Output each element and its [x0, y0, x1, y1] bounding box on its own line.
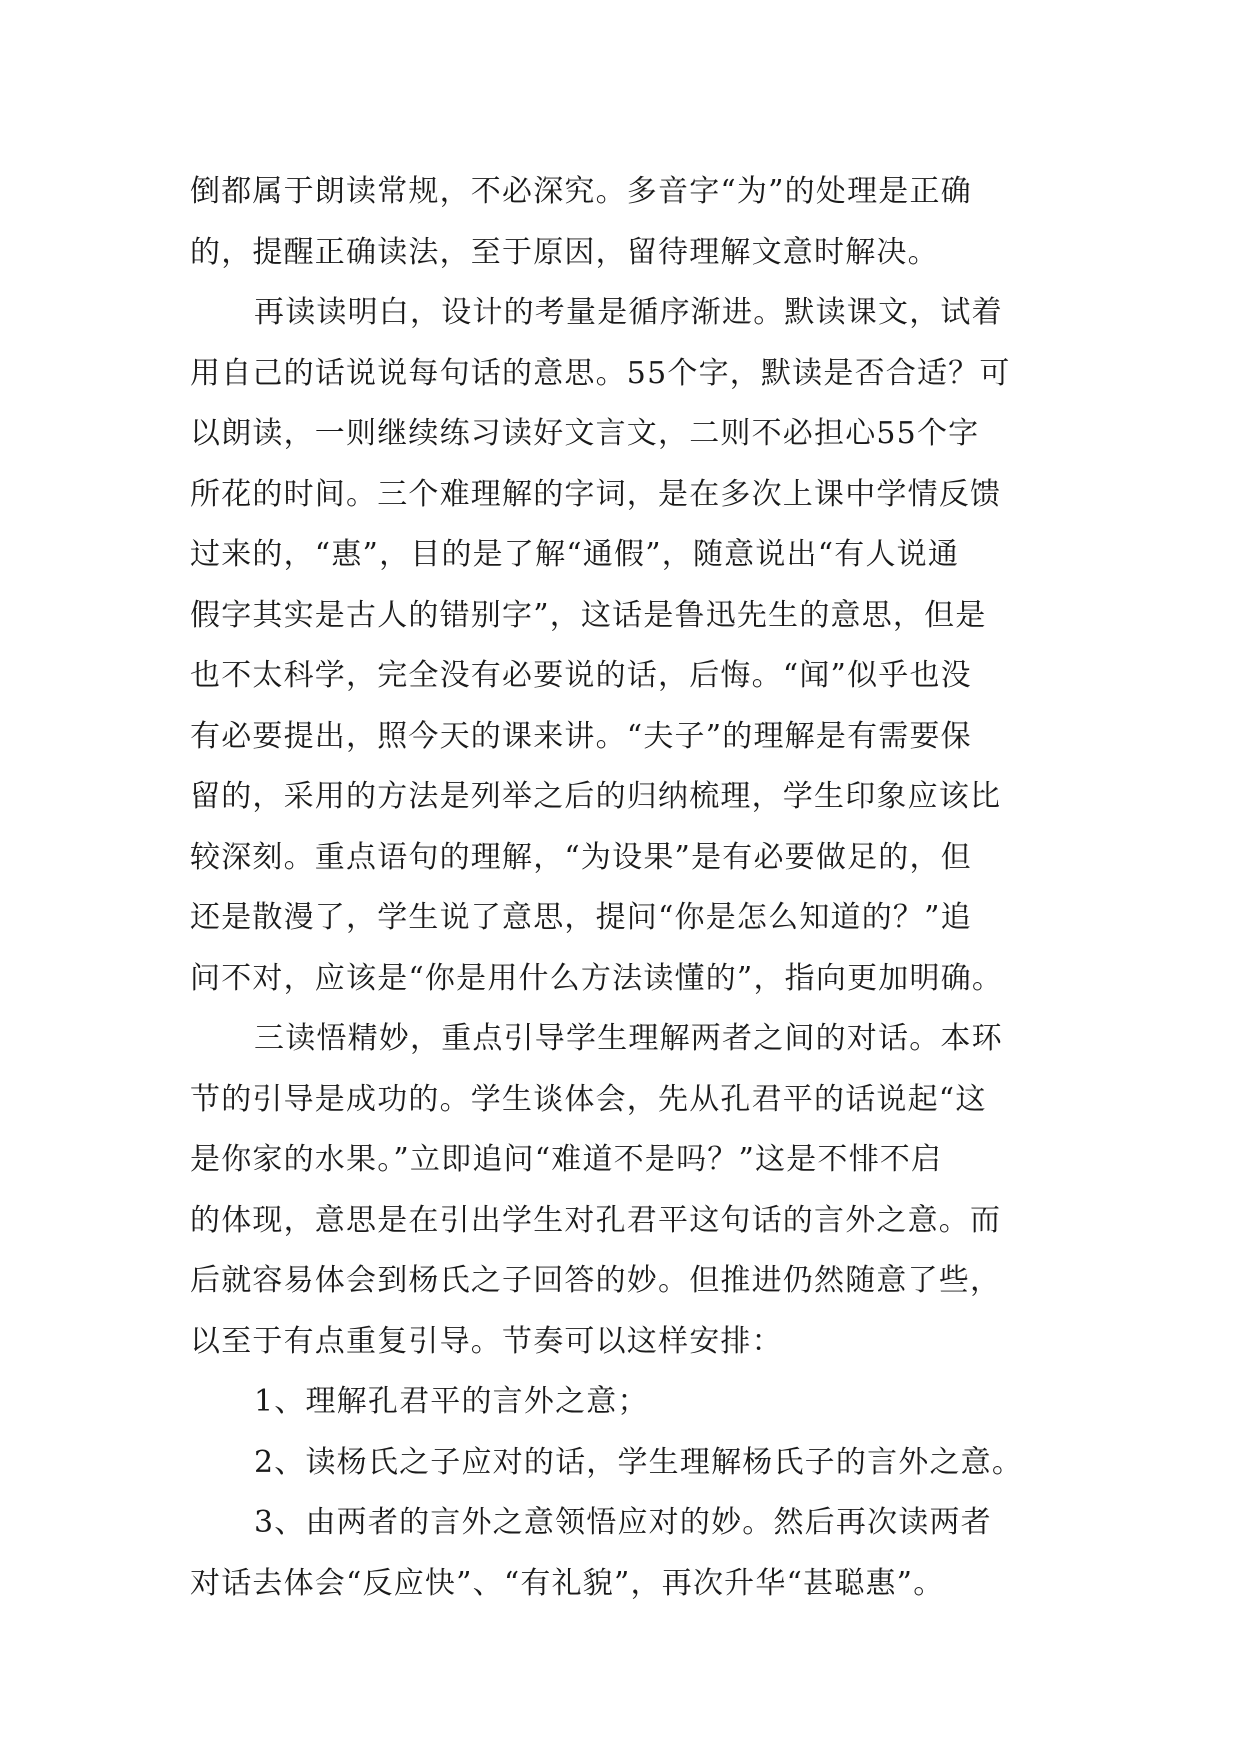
- text-line: 较深刻。重点语句的理解，“为设果”是有必要做足的，但: [190, 839, 972, 875]
- text-line: 的，提醒正确读法，至于原因，留待理解文意时解决。: [190, 234, 939, 270]
- text-line: 后就容易体会到杨氏之子回答的妙。但推进仍然随意了些，: [190, 1263, 1002, 1298]
- text-line: 对话去体会“反应快”、“有礼貌”，再次升华“甚聪惠”。: [190, 1565, 945, 1601]
- text-line: 用自己的话说说每句话的意思。55个字，默读是否合适？可: [190, 355, 1011, 391]
- text-line: 假字其实是古人的错别字”，这话是鲁迅先生的意思，但是: [190, 597, 987, 633]
- text-line: 节的引导是成功的。学生谈体会，先从孔君平的话说起“这: [190, 1081, 987, 1117]
- text-line: 是你家的水果。”立即追问“难道不是吗？”这是不悱不启: [190, 1142, 943, 1177]
- text-line: 2、读杨氏之子应对的话，学生理解杨氏子的言外之意。: [254, 1444, 1024, 1480]
- text-line: 过来的，“惠”，目的是了解“通假”，随意说出“有人说通: [190, 537, 960, 572]
- text-line: 再读读明白，设计的考量是循序渐进。默读课文，试着: [254, 295, 1003, 330]
- text-line: 也不太科学，完全没有必要说的话，后悔。“闻”似乎也没: [190, 658, 972, 693]
- body-text: [190, 162, 1050, 1614]
- text-line: 有必要提出，照今天的课来讲。“夫子”的理解是有需要保: [190, 718, 972, 754]
- text-line: 问不对，应该是“你是用什么方法读懂的”，指向更加明确。: [190, 960, 1004, 996]
- text-line: 1、理解孔君平的言外之意；: [254, 1384, 649, 1419]
- text-line: 的体现，意思是在引出学生对孔君平这句话的言外之意。而: [190, 1202, 1002, 1238]
- text-line: 所花的时间。三个难理解的字词，是在多次上课中学情反馈: [190, 476, 1002, 512]
- text-line: 以至于有点重复引导。节奏可以这样安排：: [190, 1323, 783, 1359]
- text-line: 留的，采用的方法是列举之后的归纳梳理，学生印象应该比: [190, 779, 1002, 814]
- text-line: 以朗读，一则继续练习读好文言文，二则不必担心55个字: [190, 416, 980, 451]
- text-line: 三读悟精妙，重点引导学生理解两者之间的对话。本环: [254, 1021, 1003, 1056]
- text-line: 3、由两者的言外之意领悟应对的妙。然后再次读两者: [254, 1505, 992, 1540]
- text-line: 倒都属于朗读常规，不必深究。多音字“为”的处理是正确: [190, 174, 972, 209]
- text-line: 还是散漫了，学生说了意思，提问“你是怎么知道的？”追: [190, 900, 972, 935]
